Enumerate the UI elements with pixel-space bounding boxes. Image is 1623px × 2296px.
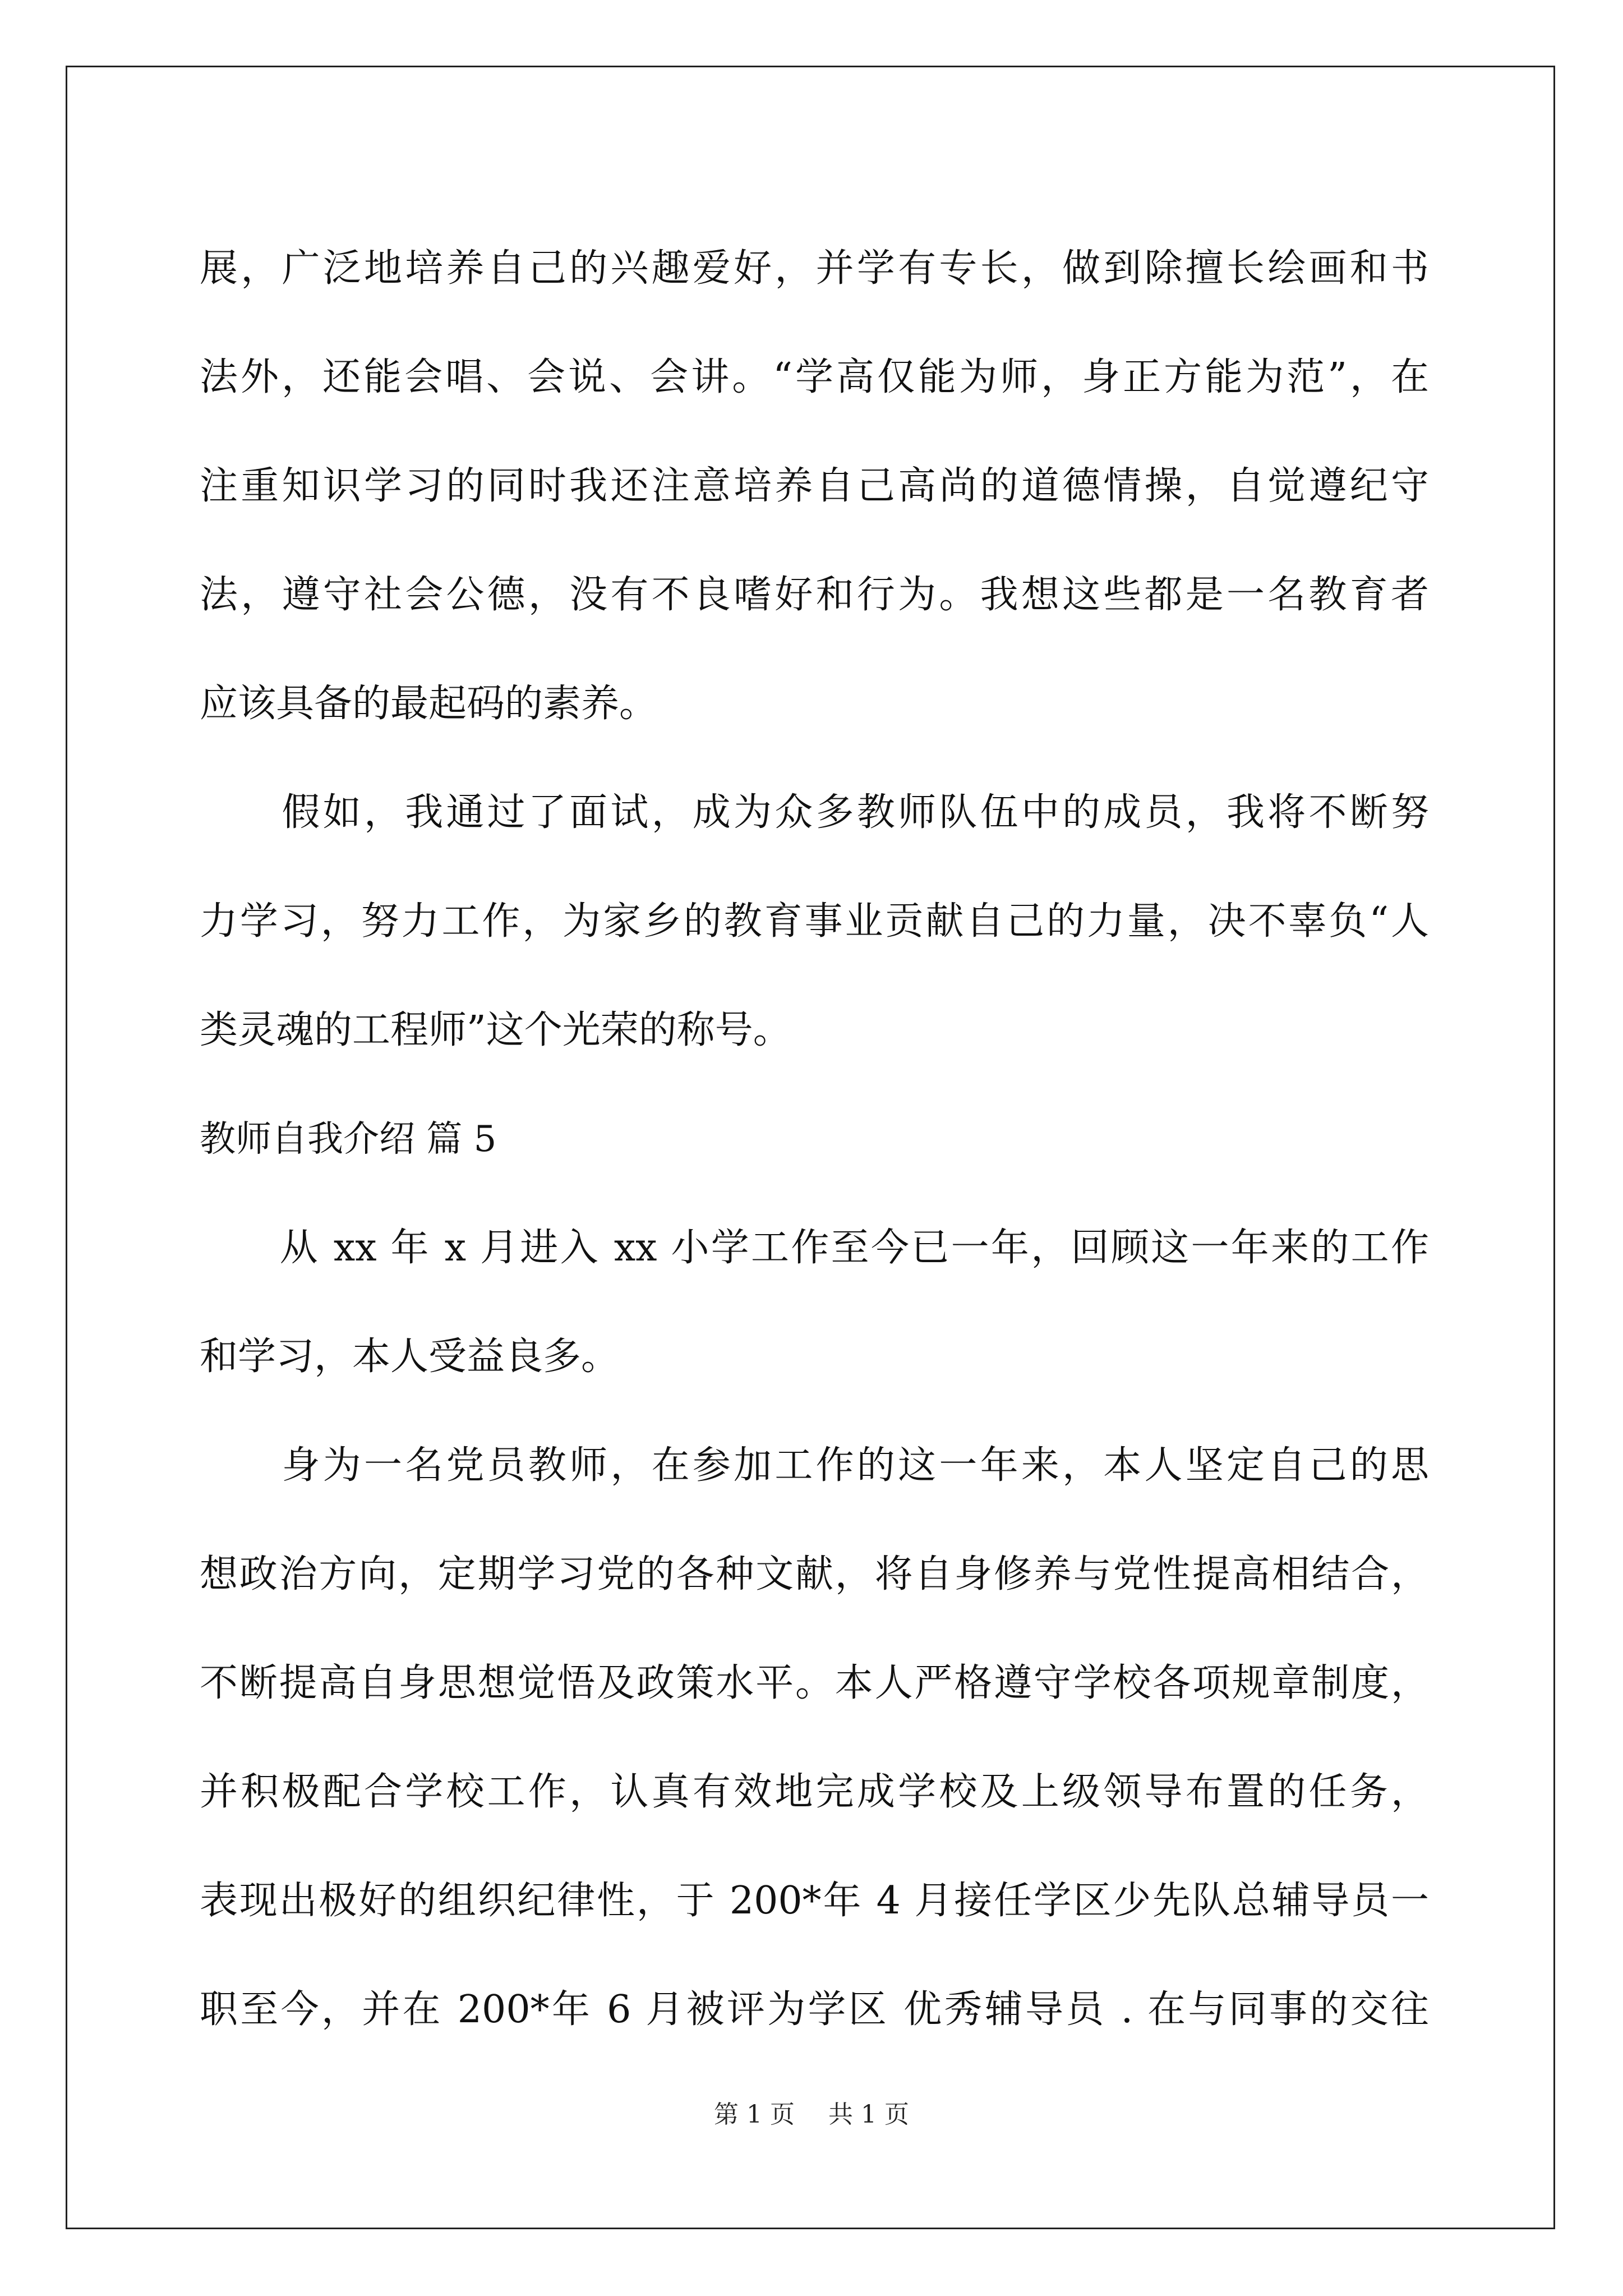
page-number: 第 1 页 bbox=[714, 2100, 795, 2129]
text-line: 力学习，努力工作，为家乡的教育事业贡献自己的力量，决不辜负“人 bbox=[200, 899, 1429, 944]
text-line: 法外，还能会唱、会说、会讲。“学高仅能为师，身正方能为范”，在 bbox=[200, 355, 1429, 399]
text-line: 并积极配合学校工作，认真有效地完成学校及上级领导布置的任务， bbox=[200, 1770, 1429, 1814]
text-line: 从 xx 年 x 月进入 xx 小学工作至今已一年，回顾这一年来的工作 bbox=[200, 1226, 1429, 1270]
text-line: 身为一名党员教师，在参加工作的这一年来，本人坚定自己的思 bbox=[200, 1443, 1429, 1488]
text-line: 假如，我通过了面试，成为众多教师队伍中的成员，我将不断努 bbox=[200, 790, 1429, 835]
text-line: 和学习，本人受益良多。 bbox=[200, 1335, 620, 1379]
text-line: 法，遵守社会公德，没有不良嗜好和行为。我想这些都是一名教育者 bbox=[200, 573, 1429, 617]
page-footer bbox=[0, 2098, 1623, 2132]
text-line: 展，广泛地培养自己的兴趣爱好，并学有专长，做到除擅长绘画和书 bbox=[200, 246, 1429, 291]
text-line: 职至今，并在 200*年 6 月被评为学区 优秀辅导员 . 在与同事的交往 bbox=[200, 1987, 1429, 2032]
text-line: 表现出极好的组织纪律性，于 200*年 4 月接任学区少先队总辅导员一 bbox=[200, 1879, 1429, 1923]
section-heading: 教师自我介绍 篇 5 bbox=[200, 1119, 497, 1160]
text-line: 不断提高自身思想觉悟及政策水平。本人严格遵守学校各项规章制度， bbox=[200, 1661, 1429, 1705]
text-line: 类灵魂的工程师”这个光荣的称号。 bbox=[200, 1008, 791, 1052]
page-total: 共 1 页 bbox=[828, 2100, 909, 2129]
text-line: 想政治方向，定期学习党的各种文献，将自身修养与党性提高相结合， bbox=[200, 1552, 1429, 1596]
document-body bbox=[200, 214, 1429, 2064]
text-line: 注重知识学习的同时我还注意培养自己高尚的道德情操，自觉遵纪守 bbox=[200, 464, 1429, 508]
text-line: 应该具备的最起码的素养。 bbox=[200, 682, 658, 726]
